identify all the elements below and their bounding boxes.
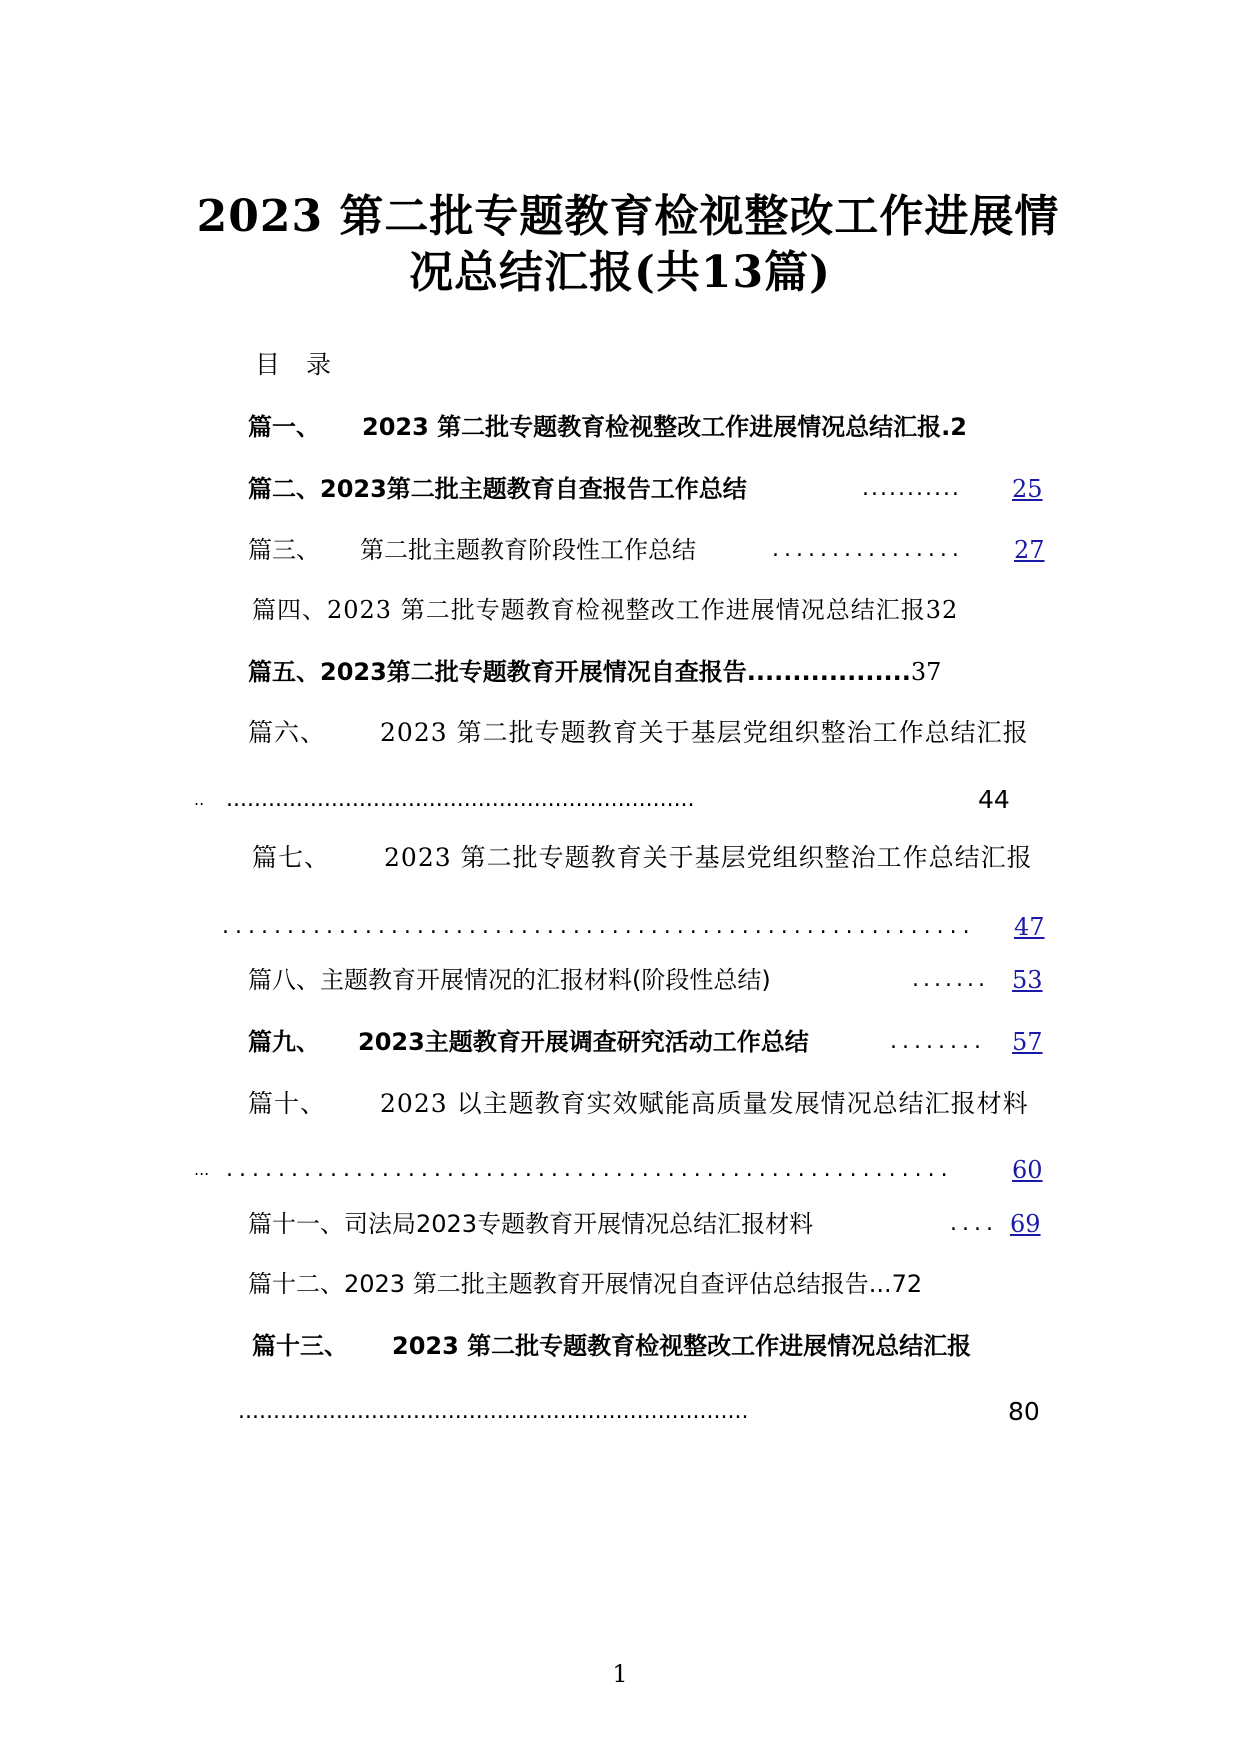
toc-entry-8-dots: ....... [912, 967, 989, 992]
toc-entry-1[interactable] [248, 410, 967, 444]
toc-heading: 目录 [255, 350, 358, 379]
toc-entry-5-dots: .................. [746, 658, 911, 686]
toc-entry-11-label: 篇十一、司法局2023专题教育开展情况总结汇报材料 [248, 1210, 814, 1238]
toc-entry-8-page-link[interactable]: 53 [1012, 966, 1043, 994]
document-title-line-1: 2023 第二批专题教育检视整改工作进展情 [196, 191, 1060, 242]
toc-entry-6-text: 2023 第二批专题教育关于基层党组织整治工作总结汇报 [380, 718, 1029, 747]
toc-entry-12[interactable] [248, 1267, 922, 1301]
toc-entry-1-label: 篇一、 [248, 413, 320, 441]
toc-entry-1-text: 2023 第二批专题教育检视整改工作进展情况总结汇报. [362, 413, 951, 441]
toc-entry-3-text: 第二批主题教育阶段性工作总结 [360, 536, 696, 564]
toc-entry-10-label: 篇十、 [248, 1089, 327, 1118]
toc-entry-7-label: 篇七、 [252, 843, 331, 872]
toc-entry-4-page: 32 [925, 596, 959, 624]
toc-entry-10-dots: ........................................................ [226, 1157, 954, 1182]
toc-entry-5[interactable] [248, 655, 941, 689]
toc-entry-6[interactable] [248, 716, 1029, 750]
toc-entry-6-lead-dots: .. [194, 790, 205, 809]
toc-entry-13[interactable] [252, 1329, 971, 1363]
toc-entry-6-page: 44 [978, 785, 1010, 814]
toc-entry-10[interactable] [248, 1087, 1029, 1121]
toc-entry-6-label: 篇六、 [248, 718, 327, 747]
toc-entry-10-lead-dots: ... [194, 1160, 210, 1179]
toc-entry-9-page-link[interactable]: 57 [1012, 1028, 1043, 1056]
toc-entry-3-label: 篇三、 [248, 536, 320, 564]
toc-entry-1-page: 2 [950, 413, 967, 441]
toc-entry-8-label: 篇八、主题教育开展情况的汇报材料(阶段性总结) [248, 966, 771, 994]
toc-entry-4[interactable] [252, 593, 958, 627]
toc-entry-9[interactable] [248, 1025, 809, 1059]
toc-entry-7-page-link[interactable]: 47 [1014, 913, 1045, 941]
toc-entry-6-dots: ................................................................... [226, 787, 695, 812]
toc-entry-3-dots: ................ [772, 537, 964, 562]
toc-entry-12-dots: ... [868, 1270, 892, 1298]
toc-entry-13-text: 2023 第二批专题教育检视整改工作进展情况总结汇报 [392, 1332, 972, 1360]
toc-entry-7-text: 2023 第二批专题教育关于基层党组织整治工作总结汇报 [384, 843, 1033, 872]
document-title-line-2: 况总结汇报(共13篇) [409, 247, 831, 298]
toc-entry-2[interactable] [248, 472, 747, 506]
toc-entry-9-label: 篇九、 [248, 1028, 320, 1056]
toc-entry-10-text: 2023 以主题教育实效赋能高质量发展情况总结汇报材料 [380, 1089, 1029, 1118]
toc-entry-9-text: 2023主题教育开展调查研究活动工作总结 [358, 1028, 809, 1056]
toc-entry-2-label: 篇二、2023第二批主题教育自查报告工作总结 [248, 475, 747, 503]
toc-entry-7-dots: .......................................................... [222, 914, 976, 939]
toc-entry-10-page-link[interactable]: 60 [1012, 1156, 1043, 1184]
toc-entry-13-dots: ......................................................................... [238, 1399, 749, 1424]
toc-entry-7[interactable] [252, 841, 1033, 875]
toc-entry-2-page-link[interactable]: 25 [1012, 475, 1043, 503]
toc-entry-2-dots: ........... [862, 476, 961, 501]
toc-entry-9-dots: ........ [890, 1029, 986, 1054]
toc-entry-4-label: 篇四、2023 第二批专题教育检视整改工作进展情况总结汇报 [252, 596, 926, 624]
toc-entry-11[interactable] [248, 1207, 813, 1241]
toc-entry-13-page: 80 [1008, 1397, 1040, 1426]
toc-entry-12-label: 篇十二、2023 第二批主题教育开展情况自查评估总结报告 [248, 1270, 869, 1298]
toc-entry-3-page-link[interactable]: 27 [1014, 536, 1045, 564]
toc-entry-11-page-link[interactable]: 69 [1010, 1210, 1041, 1238]
toc-entry-13-label: 篇十三、 [252, 1332, 348, 1360]
toc-entry-12-page: 72 [891, 1270, 923, 1298]
toc-entry-5-page: 37 [910, 658, 942, 686]
page-number: 1 [612, 1660, 628, 1688]
toc-entry-5-label: 篇五、2023第二批专题教育开展情况自查报告 [248, 658, 747, 686]
toc-entry-11-dots: .... [950, 1211, 998, 1236]
toc-entry-3[interactable] [248, 533, 696, 567]
toc-entry-8[interactable] [248, 963, 771, 997]
